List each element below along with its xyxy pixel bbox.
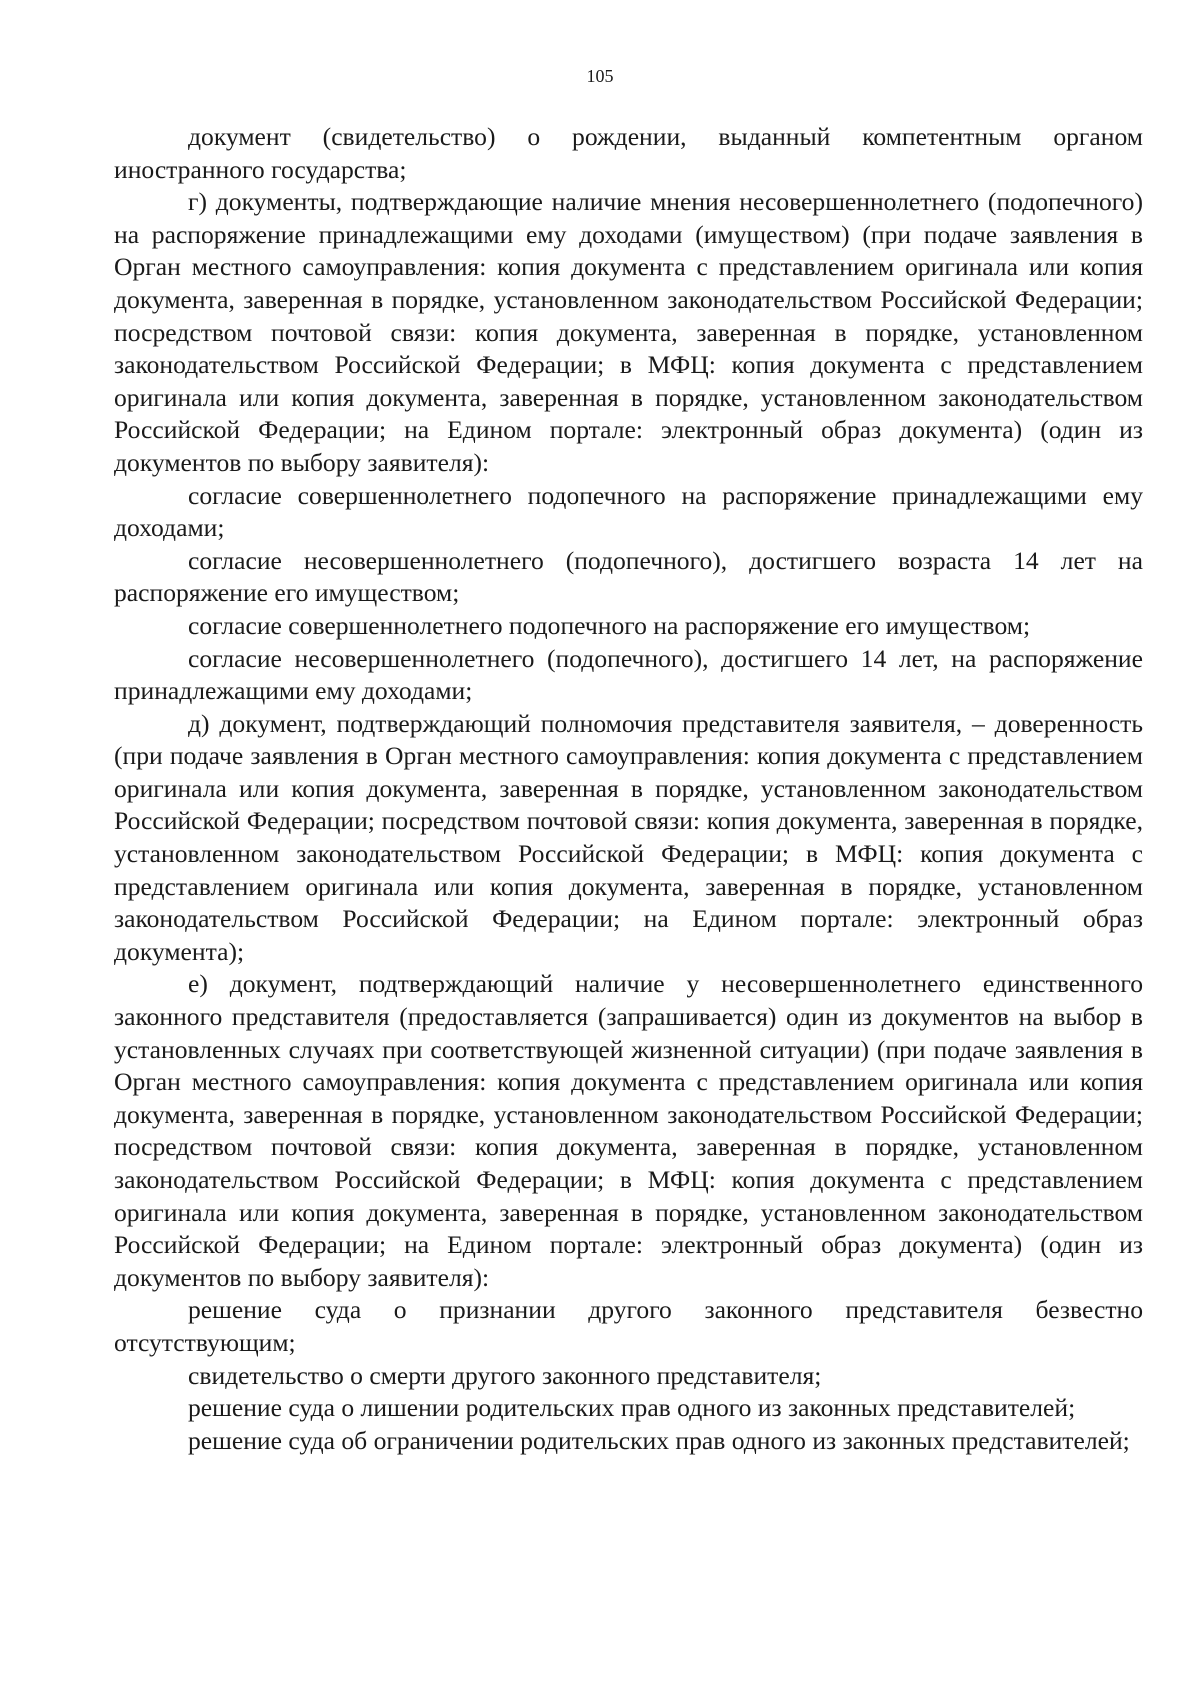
paragraph-consent-adult-property: согласие совершеннолетнего подопечного на распоряжение его имуществом; <box>188 610 1031 640</box>
paragraph-court-restriction: решение суда об ограничении родительских прав одного из законных представителей; <box>188 1425 1130 1455</box>
paragraph-item-e: е) документ, подтверждающий наличие у несовершеннолетнего единственного законного представителя (предоставляется (запрашивается) один из документов на выбор в установленных случаях при соответствующей жизненной ситуации) (при подаче заявления в Орган местного самоуправления: копия документа с представлением оригинала или копия документа, заверенная в порядке, установленном законодательством Российской Федерации; посредством почтовой связи: копия документа, заверенная в порядке, установленном законодательством Российской Федерации; в МФЦ: копия документа с представлением оригинала или копия документа, заверенная в порядке, установленном законодательством Российской Федерации; на Едином портале: электронный образ документа) (один из документов по выбору заявителя): <box>114 969 1143 1292</box>
paragraph-consent-adult-income: согласие совершеннолетнего подопечного на распоряжение принадлежащими ему доходами; <box>114 480 1143 543</box>
document-body <box>114 121 1143 1457</box>
paragraph-death-certificate: свидетельство о смерти другого законного представителя; <box>188 1360 822 1390</box>
paragraph-court-missing: решение суда о признании другого законного представителя безвестно отсутствующим; <box>114 1295 1143 1357</box>
paragraph-consent-minor-property: согласие несовершеннолетнего (подопечного), достигшего возраста 14 лет на распоряжение его имуществом; <box>114 545 1143 608</box>
paragraph-consent-minor-income: согласие несовершеннолетнего (подопечного), достигшего 14 лет, на распоряжение принадлежащими ему доходами; <box>114 643 1143 706</box>
paragraph-item-g: г) документы, подтверждающие наличие мнения несовершеннолетнего (подопечного) на распоряжение принадлежащими ему доходами (имуществом) (при подаче заявления в Орган местного самоуправления: копия документа с представлением оригинала или копия документа, заверенная в порядке, установленном законодательством Российской Федерации; посредством почтовой связи: копия документа, заверенная в порядке, установленном законодательством Российской Федерации; в МФЦ: копия документа с представлением оригинала или копия документа, заверенная в порядке, установленном законодательством Российской Федерации; на Едином портале: электронный образ документа) (один из документов по выбору заявителя): <box>114 187 1143 477</box>
paragraph-court-deprivation: решение суда о лишении родительских прав одного из законных представителей; <box>188 1393 1076 1423</box>
paragraph-item-d: д) документ, подтверждающий полномочия представителя заявителя, – доверенность (при подаче заявления в Орган местного самоуправления: копия документа с представлением оригинала или копия документа, заверенная в порядке, установленном законодательством Российской Федерации; посредством почтовой связи: копия документа, заверенная в порядке, установленном законодательством Российской Федерации; в МФЦ: копия документа с представлением оригинала или копия документа, заверенная в порядке, установленном законодательством Российской Федерации; на Едином портале: электронный образ документа); <box>114 708 1143 966</box>
page-number: 105 <box>586 66 614 86</box>
paragraph-birth-document: документ (свидетельство) о рождении, выданный компетентным органом иностранного государства; <box>114 122 1143 184</box>
